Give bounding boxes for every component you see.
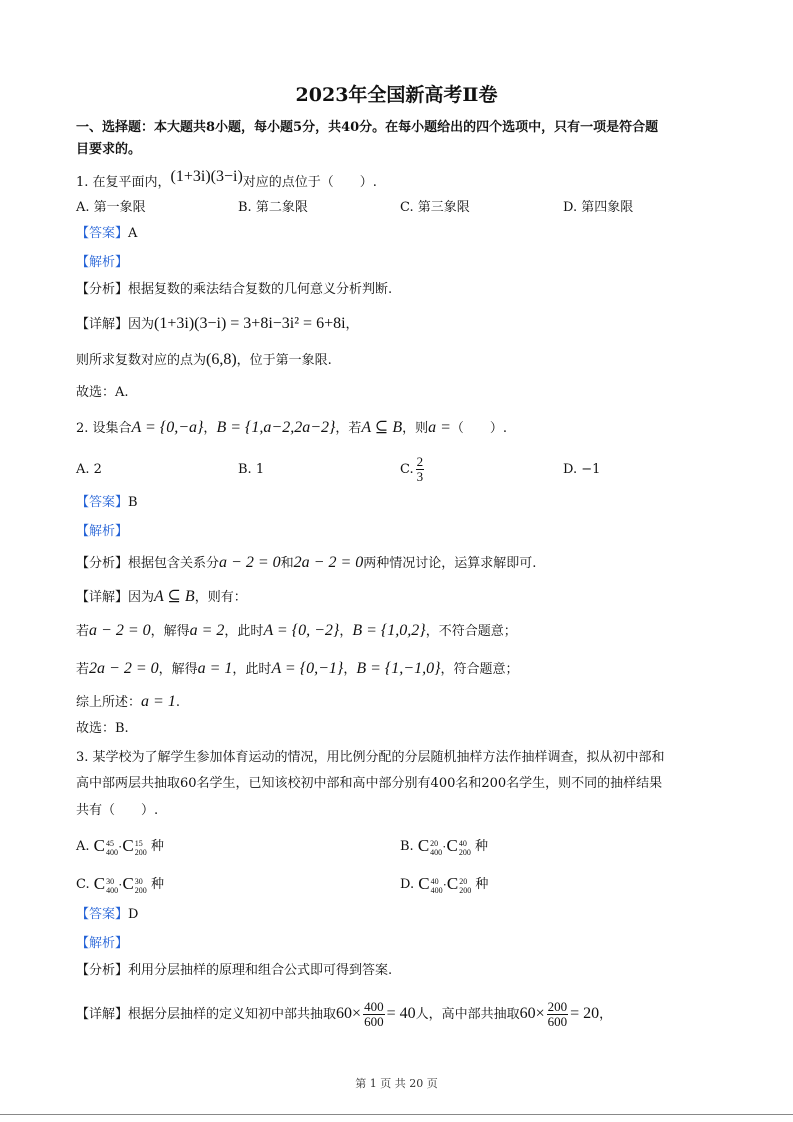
q2-fenxi-eq2: 2a − 2 = 0 bbox=[293, 554, 364, 571]
q1-expression: (1+3i)(3−i) bbox=[170, 168, 243, 185]
q3-fenxi bbox=[76, 961, 392, 981]
option-unit: 种 bbox=[150, 877, 164, 893]
xiangjie-tag: 【详解】 bbox=[76, 1007, 129, 1022]
q2-case1-c: ，此时 bbox=[224, 624, 264, 639]
comb-sup: 30 bbox=[106, 877, 115, 887]
option-label: D. bbox=[400, 877, 415, 893]
q2-case1-b: ，解得 bbox=[150, 624, 190, 639]
q2-option-a: A. 2 bbox=[76, 462, 102, 477]
fenxi-tag: 【分析】 bbox=[76, 963, 129, 978]
fraction-numerator: 2 bbox=[416, 454, 424, 469]
q2-detail bbox=[76, 587, 247, 608]
q3-stem-line-3: 共有（ ）. bbox=[76, 803, 159, 818]
q2-fenxi-a: 根据包含关系分 bbox=[128, 556, 220, 571]
q3-detail-eq1-left: 60× bbox=[336, 1005, 362, 1022]
comb-sub: 200 bbox=[458, 848, 471, 858]
q1-detail-expression: (1+3i)(3−i) = 3+8i−3i² = 6+8i bbox=[154, 315, 346, 332]
option-unit: 种 bbox=[475, 839, 489, 855]
q2-fenxi bbox=[76, 553, 536, 574]
q1-point-expression: (6,8) bbox=[206, 351, 237, 368]
page-title: 2023年全国新高考Ⅱ卷 bbox=[295, 84, 498, 106]
comb-sub: 400 bbox=[430, 886, 443, 896]
q2-answer-value: B bbox=[128, 495, 138, 510]
option-unit: 种 bbox=[150, 839, 164, 855]
comb-sub: 400 bbox=[106, 886, 119, 896]
comb-sup: 30 bbox=[134, 877, 143, 887]
q1-answer bbox=[76, 224, 137, 244]
option-label: A. bbox=[76, 839, 90, 855]
option-label: C. bbox=[76, 877, 90, 893]
section-heading-line-1: 一、选择题：本大题共8小题，每小题5分，共40分。在每小题给出的四个选项中，只有一项是符合题 bbox=[76, 120, 659, 135]
q1-point-prefix: 则所求复数对应的点为 bbox=[76, 353, 207, 368]
q2-case1-solution: a = 2 bbox=[189, 622, 225, 639]
combination-expression: C 30 400 ·C 30 200 bbox=[93, 874, 147, 896]
q2-option-d: D. −1 bbox=[563, 462, 601, 477]
xiangjie-tag: 【详解】 bbox=[76, 590, 129, 605]
xiangjie-tag: 【详解】 bbox=[76, 317, 129, 332]
q3-analysis-tag: 【解析】 bbox=[76, 936, 129, 951]
q1-detail-prefix: 因为 bbox=[128, 317, 155, 332]
comb-sup: 45 bbox=[106, 839, 115, 849]
q2-case1-eq: a − 2 = 0 bbox=[89, 622, 151, 639]
q2-case2-d: ， bbox=[343, 662, 357, 677]
combination-expression: C 45 400 ·C 15 200 bbox=[93, 836, 147, 858]
answer-tag: 【答案】 bbox=[76, 495, 129, 510]
q3-stem-line-2: 高中部两层共抽取60名学生，已知该校初中部和高中部分别有400名和200名学生，则不同的抽样结果 bbox=[76, 776, 663, 791]
fraction-denominator: 3 bbox=[416, 469, 424, 484]
fenxi-tag: 【分析】 bbox=[76, 282, 129, 297]
q2-case1-a: 若 bbox=[76, 624, 90, 639]
q2-detail-suffix: ，则有： bbox=[194, 590, 247, 605]
q2-option-c bbox=[400, 452, 426, 488]
q2-suffix: （ ）. bbox=[450, 421, 508, 436]
q2-comma: ， bbox=[203, 421, 217, 436]
comb-sup: 20 bbox=[430, 839, 439, 849]
q2-case2-set-a: A = {0,−1} bbox=[271, 660, 344, 677]
q3-fraction-2 bbox=[547, 1000, 569, 1029]
option-label: B. bbox=[400, 839, 414, 855]
q1-option-a: A. 第一象限 bbox=[76, 200, 146, 215]
q2-prefix: 2. 设集合 bbox=[76, 421, 132, 436]
q2-case2-c: ，此时 bbox=[232, 662, 272, 677]
page-footer: 第 1 页 共 20 页 bbox=[355, 1077, 438, 1090]
q3-detail-b: 人，高中部共抽取 bbox=[415, 1007, 520, 1022]
comb-sub: 200 bbox=[134, 886, 147, 896]
combination-expression: C 40 400 ·C 20 200 bbox=[418, 874, 472, 896]
q3-detail-a: 根据分层抽样的定义知初中部共抽取 bbox=[128, 1007, 337, 1022]
q2-set-b: B = {1,a−2,2a−2} bbox=[216, 419, 336, 436]
q2-option-c-fraction bbox=[416, 455, 425, 484]
q3-fenxi-text: 利用分层抽样的原理和组合公式即可得到答案. bbox=[128, 963, 393, 978]
q3-detail-eq1-right: = 40 bbox=[386, 1005, 416, 1022]
q2-case2-a: 若 bbox=[76, 662, 90, 677]
fraction-denominator: 600 bbox=[364, 1014, 384, 1029]
fraction-numerator: 400 bbox=[364, 999, 384, 1014]
q2-case2-end: ，符合题意； bbox=[440, 662, 519, 677]
q2-case1-d: ， bbox=[339, 624, 353, 639]
option-unit: 种 bbox=[475, 877, 489, 893]
comb-sup: 20 bbox=[459, 877, 468, 887]
comb-sub: 200 bbox=[459, 886, 472, 896]
q1-choose: 故选：A. bbox=[76, 385, 129, 400]
q2-detail-expression: A ⊆ B bbox=[154, 588, 195, 605]
q1-stem bbox=[76, 168, 377, 193]
bottom-divider bbox=[0, 1114, 793, 1115]
q2-option-c-label: C. bbox=[400, 462, 414, 477]
q2-case1-set-b: B = {1,0,2} bbox=[352, 622, 426, 639]
q2-case-1 bbox=[76, 621, 517, 642]
q2-summary-a: 综上所述： bbox=[76, 695, 142, 710]
fraction-denominator: 600 bbox=[547, 1014, 568, 1029]
q3-detail-end: ， bbox=[599, 1007, 613, 1022]
q3-detail-eq2-right: = 20 bbox=[570, 1005, 600, 1022]
q2-case2-solution: a = 1 bbox=[197, 660, 233, 677]
q1-detail bbox=[76, 314, 359, 335]
q3-answer bbox=[76, 905, 138, 925]
q2-stem bbox=[76, 418, 507, 439]
comb-sub: 200 bbox=[134, 848, 147, 858]
q3-option-c bbox=[76, 874, 164, 895]
section-heading-line-2: 目要求的。 bbox=[76, 142, 142, 157]
q2-detail-prefix: 因为 bbox=[128, 590, 155, 605]
q3-fraction-1 bbox=[363, 1000, 385, 1029]
q1-point-suffix: ，位于第一象限. bbox=[236, 353, 332, 368]
q1-detail-suffix: ， bbox=[345, 317, 359, 332]
q1-answer-value: A bbox=[128, 226, 138, 241]
q2-case2-set-b: B = {1,−1,0} bbox=[356, 660, 441, 677]
q2-fenxi-b: 和 bbox=[280, 556, 294, 571]
q3-detail-eq2-left: 60× bbox=[519, 1005, 545, 1022]
q2-answer bbox=[76, 493, 138, 513]
comb-sup: 40 bbox=[430, 877, 439, 887]
comb-sup: 40 bbox=[458, 839, 467, 849]
q3-stem-line-1: 3. 某学校为了解学生参加体育运动的情况，用比例分配的分层随机抽样方法作抽样调查，拟从初中部和 bbox=[76, 750, 665, 765]
fraction-numerator: 200 bbox=[547, 999, 568, 1014]
q1-fenxi bbox=[76, 280, 392, 300]
q3-option-b bbox=[400, 836, 488, 857]
q2-fenxi-eq1: a − 2 = 0 bbox=[219, 554, 281, 571]
q1-point-line bbox=[76, 350, 332, 371]
q1-option-c: C. 第三象限 bbox=[400, 200, 470, 215]
answer-tag: 【答案】 bbox=[76, 226, 129, 241]
q2-case-2 bbox=[76, 659, 519, 680]
q2-analysis-tag: 【解析】 bbox=[76, 524, 129, 539]
q3-option-d bbox=[400, 874, 488, 895]
q2-case1-end: ，不符合题意； bbox=[425, 624, 517, 639]
q2-fenxi-c: 两种情况讨论，运算求解即可. bbox=[363, 556, 537, 571]
q3-answer-value: D bbox=[128, 907, 139, 922]
combination-expression: C 20 400 ·C 40 200 bbox=[417, 836, 471, 858]
q2-option-b: B. 1 bbox=[238, 462, 265, 477]
q1-option-d: D. 第四象限 bbox=[563, 200, 634, 215]
q1-suffix: 对应的点位于（ ）. bbox=[242, 175, 377, 190]
q2-subset: A ⊆ B bbox=[361, 419, 403, 436]
q2-case2-eq: 2a − 2 = 0 bbox=[89, 660, 159, 677]
q2-mid: ，若 bbox=[335, 421, 362, 436]
comb-sub: 400 bbox=[106, 848, 119, 858]
q2-case1-set-a: A = {0, −2} bbox=[263, 622, 340, 639]
q1-prefix: 1. 在复平面内， bbox=[76, 175, 171, 190]
q2-set-a: A = {0,−a} bbox=[131, 419, 204, 436]
q1-analysis-tag: 【解析】 bbox=[76, 255, 129, 270]
q2-then: ，则 bbox=[402, 421, 429, 436]
fenxi-tag: 【分析】 bbox=[76, 556, 129, 571]
comb-sub: 400 bbox=[430, 848, 443, 858]
q2-summary-eq: a = 1 bbox=[141, 693, 176, 710]
answer-tag: 【答案】 bbox=[76, 907, 129, 922]
q2-case2-b: ，解得 bbox=[158, 662, 198, 677]
q3-detail bbox=[76, 996, 612, 1033]
q2-choose: 故选：B. bbox=[76, 721, 129, 736]
q3-option-a bbox=[76, 836, 164, 857]
comb-sup: 15 bbox=[134, 839, 143, 849]
q1-fenxi-text: 根据复数的乘法结合复数的几何意义分析判断. bbox=[128, 282, 393, 297]
q2-summary-end: . bbox=[175, 695, 180, 710]
q1-option-b: B. 第二象限 bbox=[238, 200, 308, 215]
q2-a-eq: a = bbox=[428, 419, 451, 436]
q2-summary bbox=[76, 692, 180, 713]
